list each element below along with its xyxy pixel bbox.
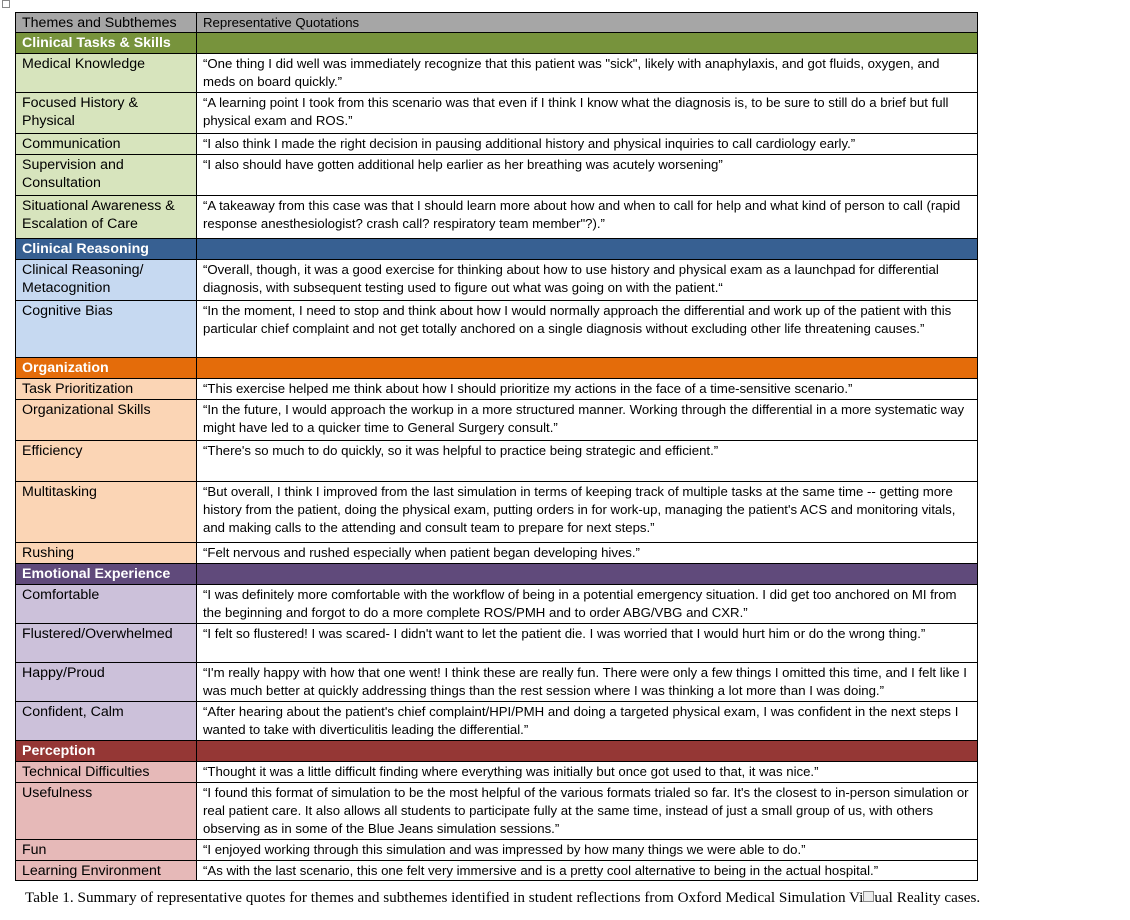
subtheme-cell: Task Prioritization	[16, 379, 197, 400]
section-header-fill	[197, 741, 978, 762]
section-header-row	[16, 33, 978, 54]
section-header-fill	[197, 239, 978, 260]
header-themes: Themes and Subthemes	[16, 13, 197, 33]
subtheme-cell: Happy/Proud	[16, 663, 197, 702]
quotation-cell: “After hearing about the patient's chief complaint/HPI/PMH and doing a targeted physical exam, I was confident in the next steps I wanted to take with diverticulitis leading the differential.”	[197, 702, 978, 741]
section-header-fill	[197, 33, 978, 54]
section-header-row	[16, 741, 978, 762]
subtheme-cell: Confident, Calm	[16, 702, 197, 741]
section-header-row	[16, 239, 978, 260]
quotation-cell: “I'm really happy with how that one went! I think these are really fun. There were only a few things I omitted this time, and I felt like I was much better at quickly addressing things than the rest session where I was thinking a lot more than I was doing.”	[197, 663, 978, 702]
table-row	[16, 155, 978, 196]
table-row	[16, 260, 978, 301]
subtheme-cell: Focused History & Physical	[16, 93, 197, 134]
quotation-cell: “I enjoyed working through this simulation and was impressed by how many things we were able to do.”	[197, 840, 978, 861]
table-body	[16, 13, 978, 881]
caption-text-end: ual Reality cases.	[874, 889, 981, 906]
table-row	[16, 379, 978, 400]
quotation-cell: “This exercise helped me think about how I should prioritize my actions in the face of a time-sensitive scenario.”	[197, 379, 978, 400]
quotation-cell: “There's so much to do quickly, so it was helpful to practice being strategic and efficient.”	[197, 441, 978, 482]
subtheme-cell: Efficiency	[16, 441, 197, 482]
header-quotations: Representative Quotations	[197, 13, 978, 33]
quotation-cell: “As with the last scenario, this one felt very immersive and is a pretty cool alternative to being in the actual hospital.”	[197, 861, 978, 881]
quotation-cell: “A learning point I took from this scenario was that even if I think I know what the diagnosis is, to be sure to still do a brief but full physical exam and ROS.”	[197, 93, 978, 134]
table-header-row	[16, 13, 978, 33]
section-title: Clinical Reasoning	[16, 239, 197, 260]
section-header-fill	[197, 564, 978, 585]
quotation-cell: “I found this format of simulation to be the most helpful of the various formats trialed so far. It's the closest to in-person simulation or real patient care. It also allows all students to participate fully at the same time, instead of just a small group of us, with others observing as in some of the Blue Jeans simulation sessions.”	[197, 783, 978, 840]
subtheme-cell: Usefulness	[16, 783, 197, 840]
missing-glyph-icon	[863, 891, 874, 902]
table-row	[16, 441, 978, 482]
table-row	[16, 400, 978, 441]
table-row	[16, 196, 978, 239]
table-row	[16, 543, 978, 564]
subtheme-cell: Learning Environment	[16, 861, 197, 881]
subtheme-cell: Technical Difficulties	[16, 762, 197, 783]
subtheme-cell: Multitasking	[16, 482, 197, 543]
quotation-cell: “I was definitely more comfortable with the workflow of being in a potential emergency situation. I did get too anchored on MI from the beginning and forgot to do a more complete ROS/PMH and to order ABG/VBG and CXR.”	[197, 585, 978, 624]
section-title: Clinical Tasks & Skills	[16, 33, 197, 54]
subtheme-cell: Organizational Skills	[16, 400, 197, 441]
quotation-cell: “In the future, I would approach the workup in a more structured manner. Working through the differential in a more systematic way might have led to a quicker time to General Surgery consult.”	[197, 400, 978, 441]
subtheme-cell: Flustered/Overwhelmed	[16, 624, 197, 663]
subtheme-cell: Fun	[16, 840, 197, 861]
table-row	[16, 663, 978, 702]
table-row	[16, 134, 978, 155]
table-row	[16, 482, 978, 543]
table-row	[16, 54, 978, 93]
quotation-cell: “I felt so flustered! I was scared- I didn't want to let the patient die. I was worried that I would hurt him or do the wrong thing.”	[197, 624, 978, 663]
table-row	[16, 840, 978, 861]
table-row	[16, 301, 978, 358]
table-row	[16, 861, 978, 881]
subtheme-cell: Comfortable	[16, 585, 197, 624]
subtheme-cell: Clinical Reasoning/ Metacognition	[16, 260, 197, 301]
section-title: Emotional Experience	[16, 564, 197, 585]
quotation-cell: “I also think I made the right decision in pausing additional history and physical inquiries to call cardiology early.”	[197, 134, 978, 155]
section-header-row	[16, 358, 978, 379]
table-row	[16, 702, 978, 741]
quotation-cell: “I also should have gotten additional help earlier as her breathing was acutely worsening”	[197, 155, 978, 196]
table-row	[16, 624, 978, 663]
section-title: Perception	[16, 741, 197, 762]
table-row	[16, 93, 978, 134]
table-row	[16, 783, 978, 840]
themes-quotations-table	[15, 12, 978, 881]
subtheme-cell: Communication	[16, 134, 197, 155]
page-corner-marker	[2, 0, 10, 8]
subtheme-cell: Supervision and Consultation	[16, 155, 197, 196]
section-title: Organization	[16, 358, 197, 379]
quotation-cell: “In the moment, I need to stop and think about how I would normally approach the differential and work up of the patient with this particular chief complaint and not get totally anchored on a single diagnosis without excluding other life threatening causes.”	[197, 301, 978, 358]
quotation-cell: “But overall, I think I improved from the last simulation in terms of keeping track of multiple tasks at the same time -- getting more history from the patient, doing the physical exam, putting orders in for work-up, managing the patient's ACS and monitoring vitals, and making calls to the attending and consult team to prepare for next steps.”	[197, 482, 978, 543]
quotation-cell: “One thing I did well was immediately recognize that this patient was "sick", likely with anaphylaxis, and got fluids, oxygen, and meds on board quickly.”	[197, 54, 978, 93]
quotation-cell: “Thought it was a little difficult finding where everything was initially but once got used to that, it was nice.”	[197, 762, 978, 783]
subtheme-cell: Medical Knowledge	[16, 54, 197, 93]
subtheme-cell: Situational Awareness & Escalation of Care	[16, 196, 197, 239]
table-row	[16, 762, 978, 783]
quotation-cell: “Overall, though, it was a good exercise for thinking about how to use history and physical exam as a launchpad for differential diagnosis, with subsequent testing used to figure out what was going on with the patient.“	[197, 260, 978, 301]
subtheme-cell: Cognitive Bias	[16, 301, 197, 358]
section-header-row	[16, 564, 978, 585]
quotation-cell: “A takeaway from this case was that I should learn more about how and when to call for help and what kind of person to call (rapid response anesthesiologist? crash call? respiratory team member"?).”	[197, 196, 978, 239]
caption-text-start: Table 1. Summary of representative quotes for themes and subthemes identified in student reflections from Oxford Medical Simulation Vi	[25, 889, 864, 906]
subtheme-cell: Rushing	[16, 543, 197, 564]
table-row	[16, 585, 978, 624]
quotation-cell: “Felt nervous and rushed especially when patient began developing hives.”	[197, 543, 978, 564]
section-header-fill	[197, 358, 978, 379]
table-caption	[25, 889, 980, 907]
